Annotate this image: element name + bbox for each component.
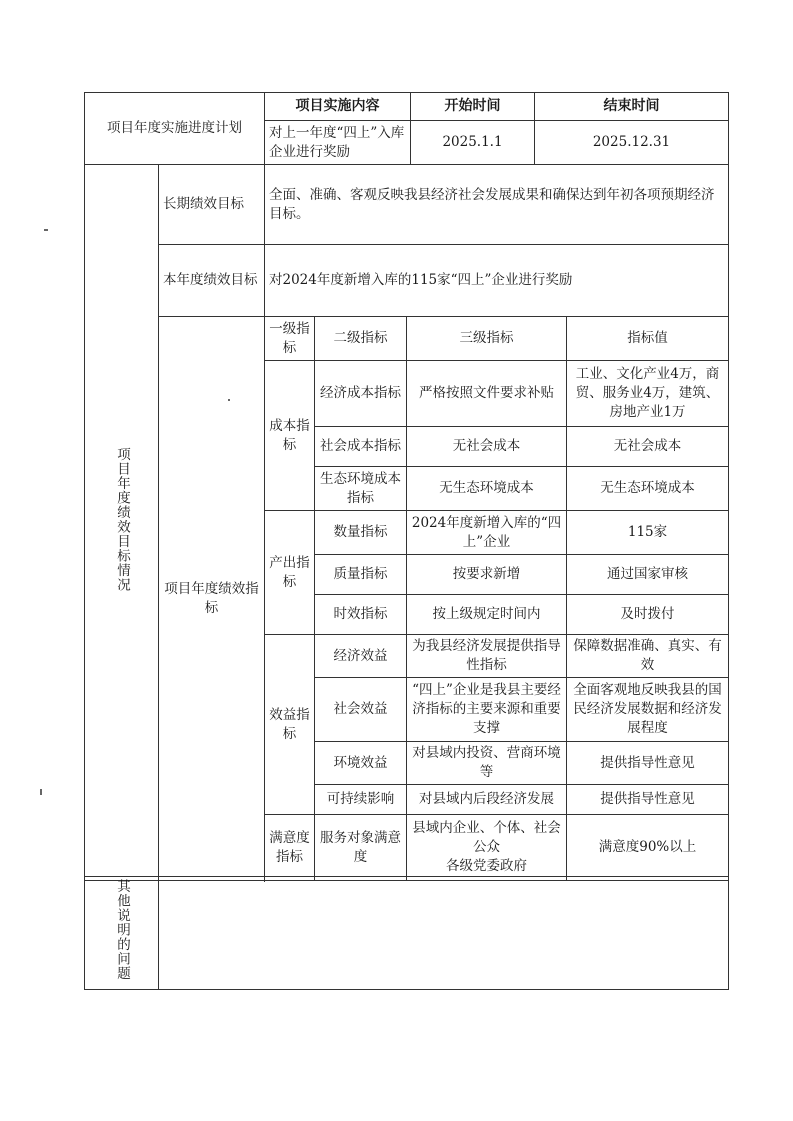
other-text bbox=[159, 877, 729, 990]
header-level1: 一级指标 bbox=[265, 317, 315, 361]
schedule-content: 对上一年度“四上”入库企业进行奖励 bbox=[265, 121, 411, 165]
cost-l3: 严格按照文件要求补贴 bbox=[407, 361, 567, 427]
benefit-l2: 环境效益 bbox=[315, 742, 407, 785]
benefit-value: 保障数据准确、真实、有效 bbox=[567, 635, 729, 678]
output-value: 及时拨付 bbox=[567, 595, 729, 635]
other-table bbox=[84, 876, 729, 990]
long-term-label: 长期绩效目标 bbox=[159, 165, 265, 245]
benefit-l3: 对县域内投资、营商环境等 bbox=[407, 742, 567, 785]
annual-label: 本年度绩效目标 bbox=[159, 245, 265, 317]
output-l2: 数量指标 bbox=[315, 511, 407, 555]
cost-indicator-label: 成本指标 bbox=[265, 361, 315, 511]
benefit-l3: 为我县经济发展提供指导性指标 bbox=[407, 635, 567, 678]
benefit-l2: 经济效益 bbox=[315, 635, 407, 678]
long-term-text: 全面、准确、客观反映我县经济社会发展成果和确保达到年初各项预期经济目标。 bbox=[265, 165, 729, 245]
benefit-indicator-label: 效益指标 bbox=[265, 635, 315, 815]
cost-value: 无生态环境成本 bbox=[567, 467, 729, 511]
cost-l2: 生态环境成本指标 bbox=[315, 467, 407, 511]
benefit-l3: 对县域内后段经济发展 bbox=[407, 785, 567, 815]
satisfaction-value: 满意度90%以上 bbox=[567, 815, 729, 881]
satisfaction-l3-gov: 各级党委政府 bbox=[446, 858, 527, 874]
satisfaction-indicator-label: 满意度指标 bbox=[265, 815, 315, 881]
output-l2: 质量指标 bbox=[315, 555, 407, 595]
cost-value: 工业、文化产业4万，商贸、服务业4万，建筑、房地产业1万 bbox=[567, 361, 729, 427]
cost-value: 无社会成本 bbox=[567, 427, 729, 467]
benefit-value: 提供指导性意见 bbox=[567, 742, 729, 785]
schedule-end: 2025.12.31 bbox=[535, 121, 729, 165]
output-value: 通过国家审核 bbox=[567, 555, 729, 595]
benefit-l2: 社会效益 bbox=[315, 678, 407, 742]
indicator-label: 项目年度绩效指标 bbox=[159, 317, 265, 881]
annual-text: 对2024年度新增入库的115家“四上”企业进行奖励 bbox=[265, 245, 729, 317]
schedule-header-content: 项目实施内容 bbox=[265, 93, 411, 121]
satisfaction-l3-public: 县域内企业、个体、社会公众 bbox=[412, 820, 561, 855]
header-level3: 三级指标 bbox=[407, 317, 567, 361]
scan-mark bbox=[228, 399, 230, 401]
benefit-l3: “四上”企业是我县主要经济指标的主要来源和重要支撑 bbox=[407, 678, 567, 742]
schedule-start: 2025.1.1 bbox=[411, 121, 535, 165]
header-value: 指标值 bbox=[567, 317, 729, 361]
output-indicator-label: 产出指标 bbox=[265, 511, 315, 635]
cost-l3: 无生态环境成本 bbox=[407, 467, 567, 511]
output-l3: 按上级规定时间内 bbox=[407, 595, 567, 635]
cost-l2: 社会成本指标 bbox=[315, 427, 407, 467]
schedule-header-end: 结束时间 bbox=[535, 93, 729, 121]
output-l3: 按要求新增 bbox=[407, 555, 567, 595]
satisfaction-l3 bbox=[407, 815, 567, 881]
other-label: 其他说明的问题 bbox=[85, 877, 159, 990]
benefit-l2: 可持续影响 bbox=[315, 785, 407, 815]
output-l2: 时效指标 bbox=[315, 595, 407, 635]
goals-section-label: 项目年度绩效目标情况 bbox=[85, 165, 159, 881]
header-level2: 二级指标 bbox=[315, 317, 407, 361]
scan-mark bbox=[40, 789, 42, 795]
output-value: 115家 bbox=[567, 511, 729, 555]
benefit-value: 提供指导性意见 bbox=[567, 785, 729, 815]
schedule-table bbox=[84, 92, 729, 165]
cost-l2: 经济成本指标 bbox=[315, 361, 407, 427]
output-l3: 2024年度新增入库的“四上”企业 bbox=[407, 511, 567, 555]
scan-mark bbox=[44, 229, 48, 231]
schedule-label: 项目年度实施进度计划 bbox=[85, 93, 265, 165]
goals-table bbox=[84, 164, 729, 881]
benefit-value: 全面客观地反映我县的国民经济发展数据和经济发展程度 bbox=[567, 678, 729, 742]
satisfaction-l2: 服务对象满意度 bbox=[315, 815, 407, 881]
cost-l3: 无社会成本 bbox=[407, 427, 567, 467]
schedule-header-start: 开始时间 bbox=[411, 93, 535, 121]
